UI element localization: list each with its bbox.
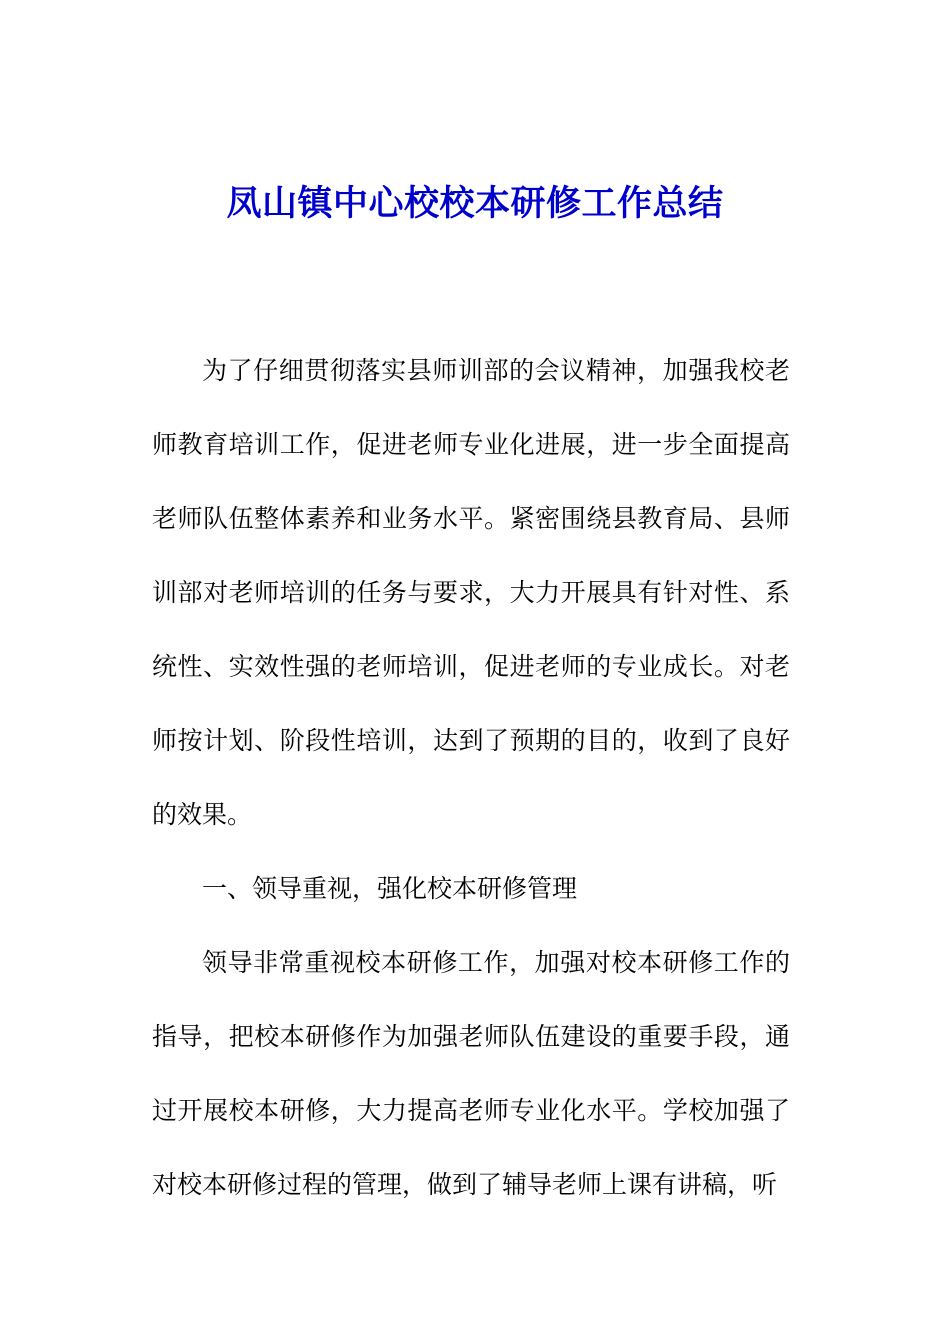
section-heading: 一、领导重视，强化校本研修管理 [202,874,578,903]
document-body [152,334,790,1222]
document-title: 凤山镇中心校校本研修工作总结 [226,183,724,224]
body-paragraph: 为了仔细贯彻落实县师训部的会议精神，加强我校老师教育培训工作，促进老师专业化进展，进一步全面提高老师队伍整体素养和业务水平。紧密围绕县教育局、县师训部对老师培训的任务与要求，大力开展具有针对性、系统性、实效性强的老师培训，促进老师的专业成长。对老师按计划、阶段性培训，达到了预期的目的，收到了良好的效果。 [152,356,790,829]
body-paragraph: 领导非常重视校本研修工作，加强对校本研修工作的指导，把校本研修作为加强老师队伍建设的重要手段，通过开展校本研修，大力提高老师专业化水平。学校加强了对校本研修过程的管理，做到了辅导老师上课有讲稿，听 [152,948,790,1199]
